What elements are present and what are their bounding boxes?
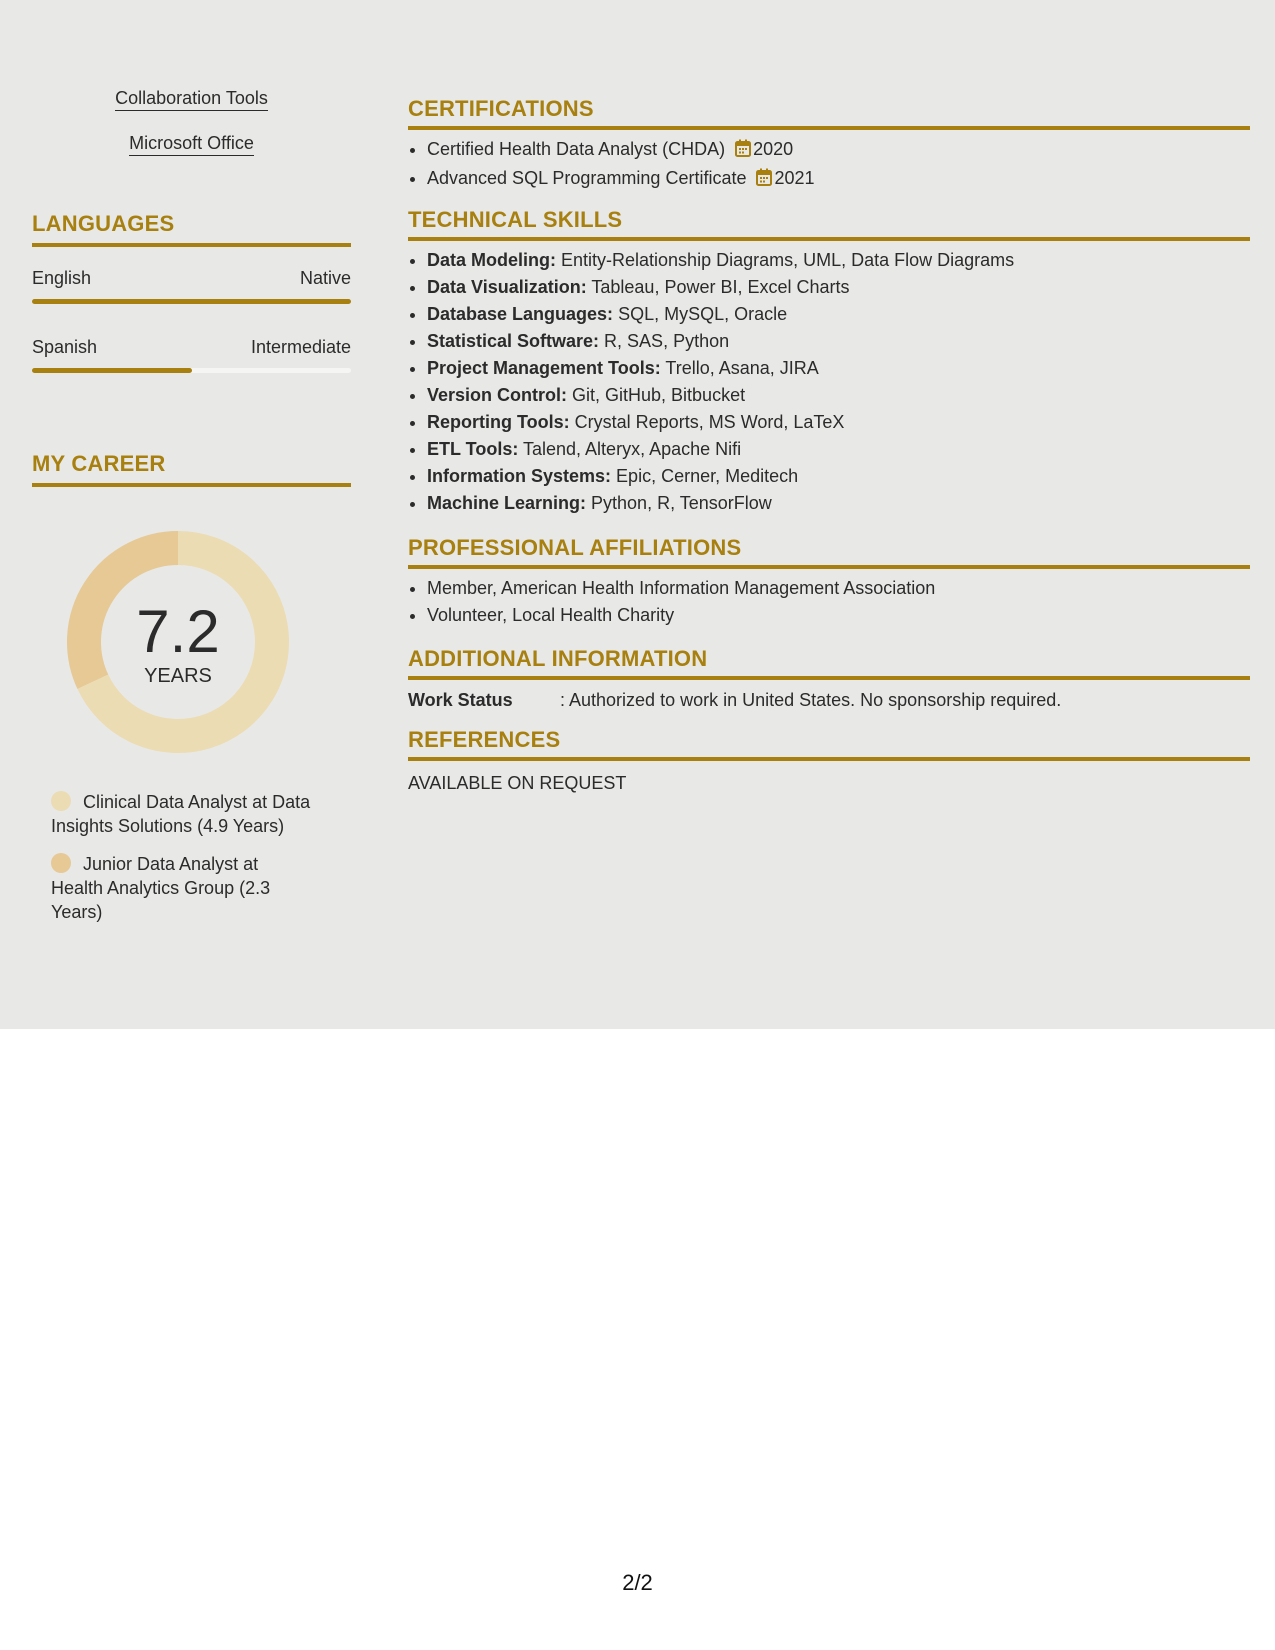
section-title: REFERENCES xyxy=(408,727,561,752)
skill-item: • Version Control: Git, GitHub, Bitbucket xyxy=(427,382,1250,409)
language-name: Spanish xyxy=(32,337,98,357)
career-legend-item xyxy=(51,790,331,838)
section-divider xyxy=(408,676,1250,680)
section-title: LANGUAGES xyxy=(32,211,175,236)
career-legend-item xyxy=(51,852,296,924)
section-divider xyxy=(408,126,1250,130)
language-name: English xyxy=(32,268,92,288)
skill-item: • Data Visualization: Tableau, Power BI, Excel Charts xyxy=(427,274,1250,301)
section-title: MY CAREER xyxy=(32,451,166,476)
section-title: CERTIFICATIONS xyxy=(408,96,594,121)
language-level: Native xyxy=(299,268,351,288)
career-legend-label: Junior Data Analyst at Health Analytics Group (2.3 Years) xyxy=(51,854,271,922)
language-proficiency-fill xyxy=(32,368,192,373)
section-divider xyxy=(408,565,1250,569)
career-total-years: 7.2 xyxy=(136,598,220,665)
affiliation-item: • Volunteer, Local Health Charity xyxy=(427,602,1250,629)
career-legend-label: Clinical Data Analyst at Data Insights Solutions (4.9 Years) xyxy=(51,792,311,836)
skill-link-collaboration-tools[interactable]: Collaboration Tools xyxy=(32,88,351,109)
language-level: Intermediate xyxy=(250,337,351,357)
skill-item: • Data Modeling: Entity-Relationship Diagrams, UML, Data Flow Diagrams xyxy=(427,247,1250,274)
section-title: ADDITIONAL INFORMATION xyxy=(408,646,708,671)
calendar-icon xyxy=(756,167,772,194)
additional-info-section xyxy=(408,646,1250,712)
skill-item: • Database Languages: SQL, MySQL, Oracle xyxy=(427,301,1250,328)
skill-item: • Statistical Software: R, SAS, Python xyxy=(427,328,1250,355)
section-divider xyxy=(32,483,351,487)
skill-item: • ETL Tools: Talend, Alteryx, Apache Nifi xyxy=(427,436,1250,463)
certification-year: 2021 xyxy=(774,168,815,188)
section-title: PROFESSIONAL AFFILIATIONS xyxy=(408,535,742,560)
references-text: AVAILABLE ON REQUEST xyxy=(408,773,627,793)
section-divider xyxy=(408,757,1250,761)
affiliations-list xyxy=(408,575,1250,629)
legend-dot xyxy=(51,791,71,811)
references-section xyxy=(408,727,1250,794)
info-value: : Authorized to work in United States. No sponsorship required. xyxy=(560,690,1062,710)
affiliations-section xyxy=(408,535,1250,629)
certification-item: • Certified Health Data Analyst (CHDA) 2020 xyxy=(427,136,1250,165)
certification-item: • Advanced SQL Programming Certificate 2021 xyxy=(427,165,1250,194)
certification-year: 2020 xyxy=(753,139,794,159)
language-proficiency-bar xyxy=(32,299,351,304)
technical-skills-list xyxy=(408,247,1250,517)
career-section xyxy=(32,451,351,487)
certifications-list xyxy=(408,136,1250,194)
legend-dot xyxy=(51,853,71,873)
languages-section xyxy=(32,211,351,247)
section-title: TECHNICAL SKILLS xyxy=(408,207,623,232)
skill-link-microsoft-office[interactable]: Microsoft Office xyxy=(32,133,351,154)
affiliation-item: • Member, American Health Information Management Association xyxy=(427,575,1250,602)
skill-item: • Reporting Tools: Crystal Reports, MS Word, LaTeX xyxy=(427,409,1250,436)
calendar-icon xyxy=(735,138,751,165)
page-number: 2/2 xyxy=(622,1570,653,1595)
certifications-section xyxy=(408,96,1250,194)
section-divider xyxy=(32,243,351,247)
career-total-unit: YEARS xyxy=(144,665,212,687)
technical-skills-section xyxy=(408,207,1250,517)
language-proficiency-bar xyxy=(32,368,351,373)
skill-item: • Project Management Tools: Trello, Asana, JIRA xyxy=(427,355,1250,382)
info-row xyxy=(408,688,1250,712)
career-donut-chart xyxy=(66,530,290,754)
skill-item: • Information Systems: Epic, Cerner, Meditech xyxy=(427,463,1250,490)
section-divider xyxy=(408,237,1250,241)
skill-item: • Machine Learning: Python, R, TensorFlow xyxy=(427,490,1250,517)
language-proficiency-fill xyxy=(32,299,351,304)
info-key: Work Status xyxy=(408,690,513,710)
